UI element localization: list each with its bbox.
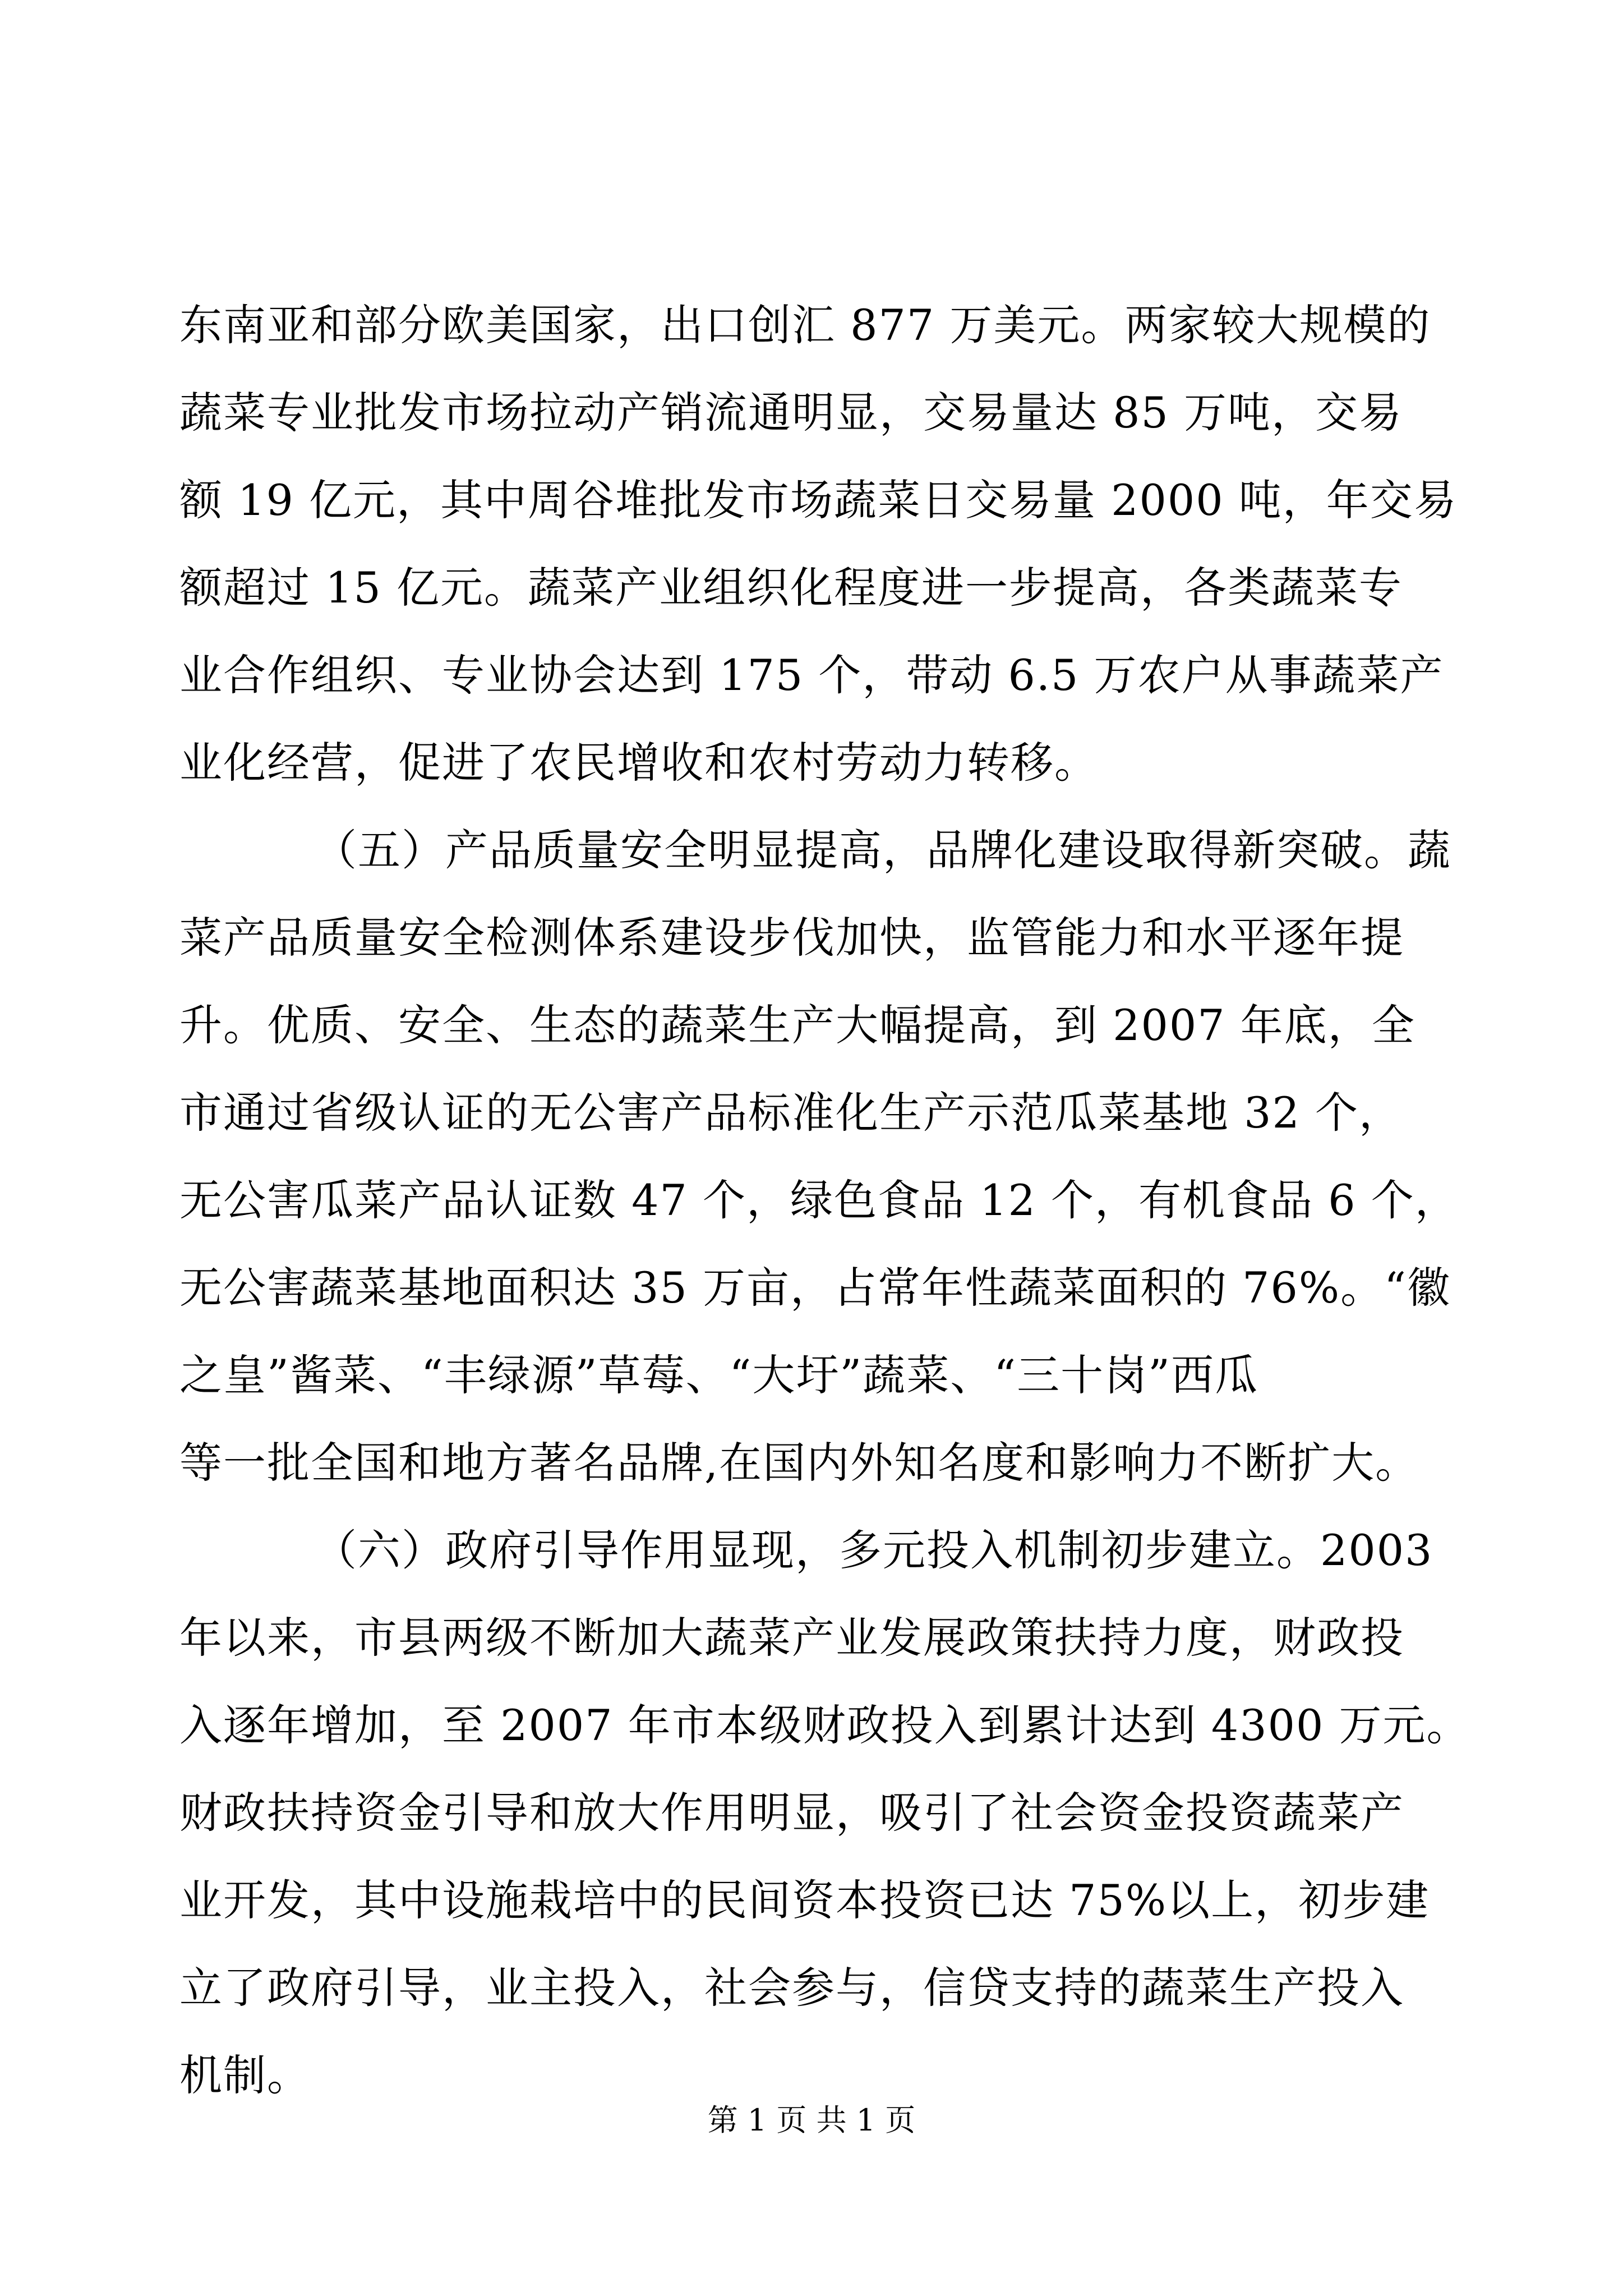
text-line: 机制。 — [179, 2050, 311, 2100]
text-line: 财政扶持资金引导和放大作用明显，吸引了社会资金投资蔬菜产 — [179, 1788, 1404, 1838]
text-line: 额 19 亿元，其中周谷堆批发市场蔬菜日交易量 2000 吨，年交易 — [179, 475, 1458, 525]
text-line: 额超过 15 亿元。蔬菜产业组织化程度进一步提高，各类蔬菜专 — [179, 563, 1403, 613]
text-line: 等一批全国和地方著名品牌,在国内外知名度和影响力不断扩大。 — [179, 1438, 1419, 1488]
text-line: 入逐年增加，至 2007 年市本级财政投入到累计达到 4300 万元。 — [179, 1700, 1470, 1750]
text-line: 业合作组织、专业协会达到 175 个，带动 6.5 万农户从事蔬菜产 — [179, 650, 1444, 700]
text-line: 东南亚和部分欧美国家，出口创汇 877 万美元。两家较大规模的 — [179, 300, 1431, 350]
text-line: 之皇”酱菜、“丰绿源”草莓、“大圩”蔬菜、“三十岗”西瓜 — [179, 1350, 1258, 1400]
text-line: 立了政府引导，业主投入，社会参与，信贷支持的蔬菜生产投入 — [179, 1963, 1404, 2013]
page-number-footer: 第 1 页 共 1 页 — [707, 2102, 916, 2138]
paragraph-heading-5: （五）产品质量安全明显提高，品牌化建设取得新突破。蔬 — [314, 825, 1451, 875]
text-line: 市通过省级认证的无公害产品标准化生产示范瓜菜基地 32 个， — [179, 1088, 1403, 1138]
paragraph-heading-6: （六）政府引导作用显现，多元投入机制初步建立。2003 — [314, 1525, 1433, 1575]
text-line: 业开发，其中设施栽培中的民间资本投资已达 75%以上，初步建 — [179, 1875, 1430, 1925]
text-line: 无公害蔬菜基地面积达 35 万亩，占常年性蔬菜面积的 76%。“徽 — [179, 1263, 1451, 1313]
text-line: 菜产品质量安全检测体系建设步伐加快，监管能力和水平逐年提 — [179, 913, 1404, 963]
text-line: 年以来，市县两级不断加大蔬菜产业发展政策扶持力度，财政投 — [179, 1613, 1404, 1663]
text-line: 无公害瓜菜产品认证数 47 个，绿色食品 12 个，有机食品 6 个， — [179, 1175, 1459, 1225]
text-line: 蔬菜专业批发市场拉动产销流通明显，交易量达 85 万吨，交易 — [179, 388, 1403, 438]
text-line: 升。优质、安全、生态的蔬菜生产大幅提高，到 2007 年底，全 — [179, 1000, 1415, 1050]
text-line: 业化经营，促进了农民增收和农村劳动力转移。 — [179, 738, 1098, 788]
